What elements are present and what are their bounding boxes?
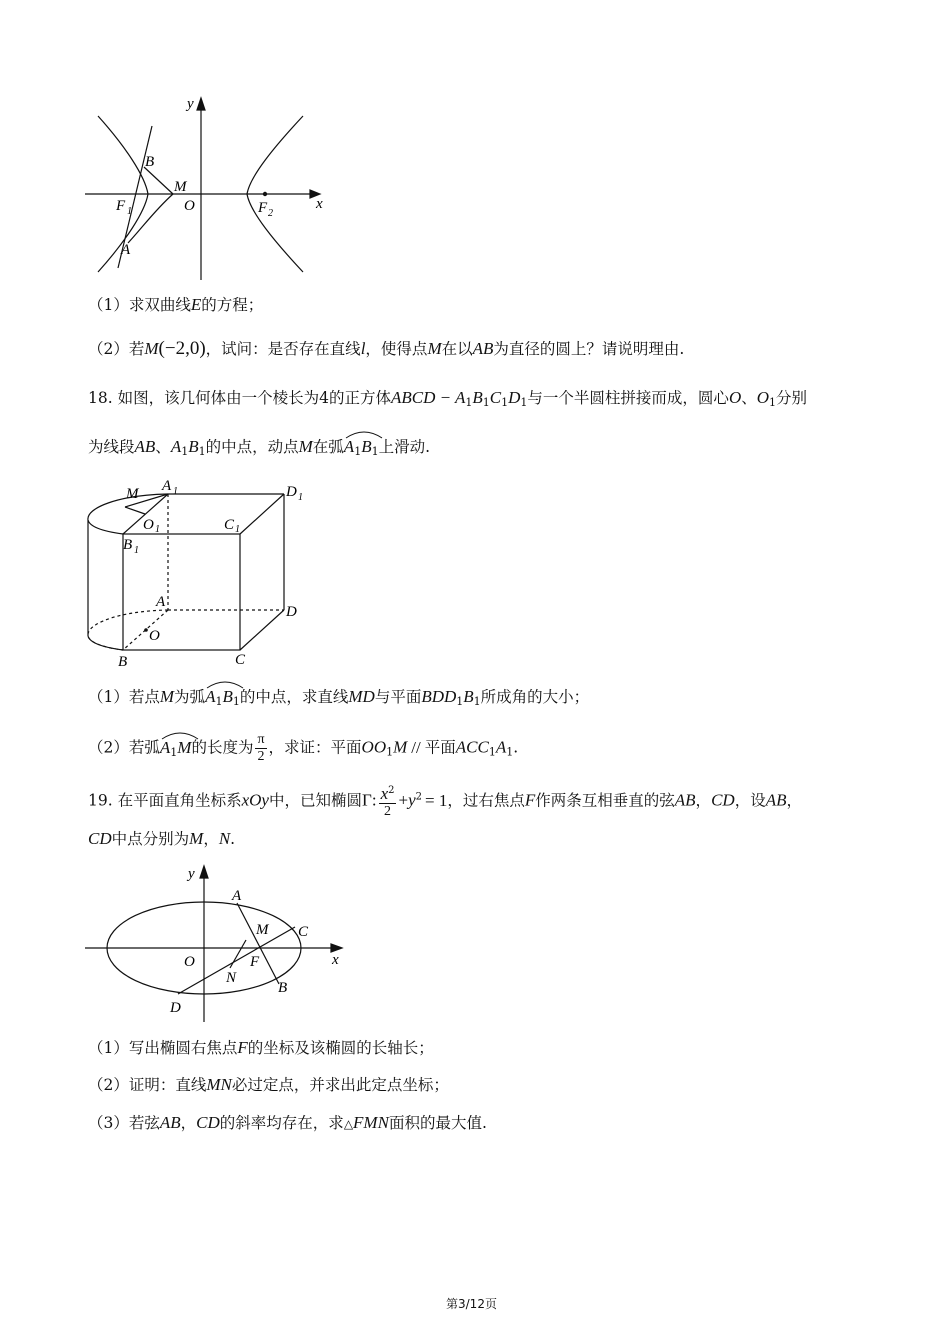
label-C: C — [298, 924, 309, 940]
q18-number: 18. — [88, 389, 113, 407]
q17-part1 — [88, 294, 263, 316]
focus-F2-dot — [263, 192, 267, 196]
q18-l1-pre: 如图，该几何体由一个棱长为4的正方体 — [117, 389, 391, 407]
label-y: y — [187, 96, 194, 112]
q18-p2-mid: 的长度为 — [191, 738, 254, 757]
q18-l1-post: 分别 — [776, 389, 808, 407]
label-A: A — [156, 594, 166, 610]
var-F: F — [524, 790, 536, 810]
q17-p2-post: 为直径的圆上？请说明理由. — [493, 340, 685, 358]
label-F1: F — [116, 198, 126, 214]
q19-p1-post: 的坐标及该椭圆的长轴长； — [247, 1039, 434, 1057]
label-D: D — [286, 604, 297, 620]
q18-p2-post: . — [513, 738, 519, 757]
label-B: B — [145, 154, 155, 170]
q19-p1-pre: （1）写出椭圆右焦点 — [88, 1039, 238, 1057]
q19-l2-mid: 中点分别为 — [111, 830, 190, 848]
fraction-x2-over-2: $\frac{x^2}{2}$ — [380, 784, 395, 819]
q19-p2-post: 必过定点，并求出此定点坐标； — [231, 1076, 449, 1094]
q17-p2-mid3: 在以 — [441, 340, 473, 358]
label-F: F — [250, 954, 260, 970]
parallel-sign: // — [411, 737, 421, 757]
plane-OO1M: OO — [361, 737, 387, 757]
var-O: O — [728, 388, 742, 407]
q18-p1-post: 所成角的大小； — [480, 688, 590, 706]
q18-p2-mid3: 平面 — [424, 738, 456, 757]
label-N: N — [226, 970, 237, 986]
line-MN — [230, 940, 246, 968]
label-M: M — [126, 486, 139, 502]
label-x: x — [316, 196, 323, 212]
q17-p1-post: 的方程； — [201, 296, 264, 314]
label-B: B — [118, 654, 128, 670]
bottom-semicircle — [88, 636, 123, 650]
q18-p1-mid2: 的中点，求直线 — [239, 688, 349, 706]
front-face — [123, 534, 240, 650]
q18-l2-mid: 的中点，动点 — [205, 438, 299, 456]
svg-text:1: 1 — [235, 524, 240, 535]
arc-A1M: $A_1M$ — [160, 737, 192, 764]
var-N: N — [218, 829, 231, 848]
q18-p1-pre: （1）若点 — [88, 688, 160, 706]
q19-p2-text: （2）证明：直线 — [88, 1076, 207, 1094]
var-FMN: FMN — [353, 1113, 389, 1132]
q19-l1-pre: 在平面直角坐标系 — [117, 791, 242, 810]
var-xOy: xOy — [241, 790, 269, 810]
label-D1: D — [286, 484, 297, 500]
q18-p2-pre: （2）若弧 — [88, 738, 160, 757]
label-M: M — [174, 179, 187, 195]
q17-p1-pre: （1）求双曲线 — [88, 296, 191, 314]
label-O1: O — [143, 517, 154, 533]
var-M: M — [159, 687, 175, 706]
q19-l1-mid2: ，过右焦点 — [447, 791, 525, 810]
ellipse-figure — [80, 856, 360, 1026]
segment-MB — [144, 167, 173, 194]
q18-p2-mid2: ，求证：平面 — [268, 738, 362, 757]
q19-l1-mid3: 作两条互相垂直的弦 — [535, 791, 675, 810]
q19-part2 — [88, 1074, 449, 1096]
var-M: M — [144, 339, 159, 358]
label-B1: B — [123, 537, 133, 553]
q18-l2-mid2: 在弧 — [312, 438, 344, 456]
var-MD: MD — [348, 687, 375, 706]
label-y: y — [188, 866, 195, 882]
q17-p2-mid: ，试问：是否存在直线 — [205, 340, 361, 358]
sep: 、 — [155, 438, 171, 456]
q18-l2-pre: 为线段 — [88, 438, 135, 456]
var-F: F — [237, 1038, 248, 1057]
var-l: l — [360, 339, 366, 358]
label-A: A — [121, 242, 131, 258]
q18-l2-post: 上滑动. — [378, 438, 431, 456]
arc-A1B1: $A_1B_1$ — [205, 686, 240, 713]
label-F1-sub: 1 — [127, 206, 132, 217]
plane-ACC1A1: ACC — [455, 737, 489, 757]
hyperbola-figure — [80, 88, 340, 288]
svg-text:1: 1 — [298, 492, 303, 503]
q18-part2: （2）若弧 $A_1M$的长度为 $\frac{\pi}{2}$ ，求证：平面$OO_1M$ // 平面$ACC_1A_1$. — [88, 732, 519, 764]
var-CD: CD — [196, 1113, 220, 1132]
var-MN: MN — [206, 1075, 232, 1094]
label-F2-sub: 2 — [268, 208, 273, 219]
q18-p1-mid3: 与平面 — [374, 688, 422, 706]
label-F2: F — [258, 200, 268, 216]
var-M: M — [189, 829, 204, 848]
q19-part1 — [88, 1037, 434, 1059]
var-M-2: M — [427, 339, 442, 358]
label-A: A — [232, 888, 242, 904]
q17-p2-pre: （2）若 — [88, 340, 145, 358]
y-axis-arrow — [197, 98, 205, 110]
label-O: O — [184, 198, 195, 214]
var-CD: CD — [88, 829, 112, 848]
var-AB: AB — [159, 1113, 181, 1132]
q18-l1-mid: 与一个半圆柱拼接而成，圆心 — [527, 389, 729, 407]
var-Gamma: Γ — [362, 790, 372, 810]
arc-A1B1: $A_1B_1$ — [344, 436, 379, 463]
cube-cylinder-figure — [78, 476, 318, 672]
var-AB: AB — [472, 339, 494, 358]
q19-l1-mid: 中，已知椭圆 — [268, 791, 362, 810]
q19-line1: 19. 在平面直角坐标系xOy中，已知椭圆Γ: $\frac{x^2}{2}$ $+y^2 = 1$，过右焦点F作两条互相垂直的弦AB，CD，设AB， — [88, 784, 802, 819]
var-AB-2: AB — [765, 790, 787, 810]
var-O1: O — [756, 388, 770, 407]
q18-p1-mid: 为弧 — [174, 688, 206, 706]
label-x: x — [332, 952, 339, 968]
q19-part3: （3）若弦AB，CD的斜率均存在，求△FMN面积的最大值. — [88, 1113, 487, 1132]
label-C1: C — [224, 517, 235, 533]
var-AB: AB — [134, 437, 156, 456]
var-CD: CD — [711, 790, 735, 810]
q19-p3-pre: （3）若弦 — [88, 1114, 160, 1132]
fraction-pi-over-2: $\frac{\pi}{2}$ — [257, 732, 265, 764]
q19-number: 19. — [88, 791, 113, 810]
label-B: B — [278, 980, 288, 996]
label-O: O — [184, 954, 195, 970]
svg-text:1: 1 — [155, 524, 160, 535]
q18-line1: 18. 如图，该几何体由一个棱长为4的正方体ABCD − $A_1B_1C_1D_1$与一个半圆柱拼接而成，圆心O、$O_1$分别 — [88, 388, 808, 409]
q18-part1: （1）若点M为弧 $A_1B_1$的中点，求直线MD与平面$BDD_1B_1$所成角的大小； — [88, 686, 589, 713]
q19-l1-mid4: ，设 — [734, 791, 766, 810]
q19-line2: CD中点分别为M，N. — [88, 829, 236, 848]
point-coords: (−2,0) — [158, 338, 206, 359]
var-A1B1: A — [170, 437, 182, 456]
q19-p3-mid: 的斜率均存在，求 — [219, 1114, 344, 1132]
cube-name: ABCD − A — [390, 388, 466, 407]
page-number: 第3/12页 — [446, 1297, 497, 1311]
q19-p3-post: 面积的最大值. — [388, 1114, 487, 1132]
q17-p2-mid2: ，使得点 — [365, 340, 428, 358]
svg-text:1: 1 — [173, 486, 178, 497]
var-M: M — [298, 437, 313, 456]
label-A1: A — [162, 478, 172, 494]
label-O: O — [149, 628, 160, 644]
triangle-icon: △ — [343, 1117, 354, 1131]
segment-MA — [128, 194, 173, 243]
q17-part2 — [88, 338, 684, 360]
q18-line2: 为线段AB、$A_1B_1$的中点，动点M在弧 $A_1B_1$上滑动. — [88, 436, 430, 463]
label-D: D — [170, 1000, 181, 1016]
label-C: C — [235, 652, 246, 668]
var-AB: AB — [674, 790, 696, 810]
var-E: E — [190, 295, 202, 314]
svg-text:1: 1 — [134, 545, 139, 556]
plane-BDD1B1: BDD — [421, 687, 457, 706]
label-M: M — [256, 922, 269, 938]
sep: 、 — [741, 389, 757, 407]
